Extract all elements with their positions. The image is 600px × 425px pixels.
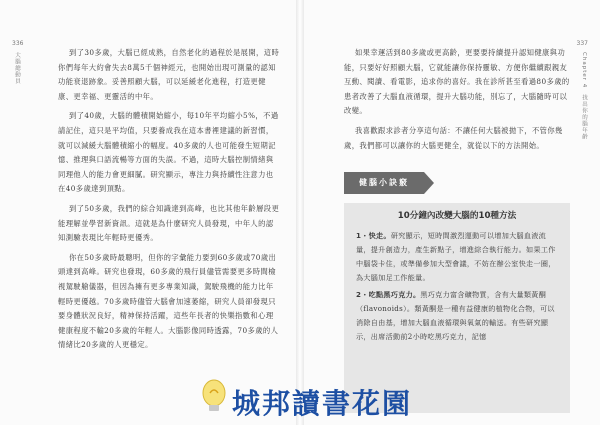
- left-paragraph-4: 你在50多歲時最聰明，但你的字彙能力要到60多歲或70歲出頭達到高峰。研究也發現，60多歲的飛行員儘管需要更多時間檢視駕駛艙儀器，但因為擁有更多專業知識，駕駛飛機的能力比年輕時更優越。70多歲時儘管大腦會加速萎縮，研究人員卻發現只要身體狀況良好，精神保持活躍，這些年長者的快樂指數和心理健康程度不輸20多歲的年輕人。大腦影像同時透露，70多歲的人情緒比20多歲的人更穩定。: [58, 252, 279, 350]
- right-page-number: 337: [576, 40, 588, 47]
- tip-text: 黑巧克力富含礦物質，含有大量類黃酮（flavonoids）。類黃酮是一種有益健康的植物化合物，可以消除自由基，增加大腦血液循環與氧氣的輸送。有些研究顯示，出席活動前2小時吃黑巧克力，記憶: [356, 290, 555, 341]
- left-paragraph-1: 到了30多歲，大腦已經成熟，自然老化的過程於是展開，這時你們每年大約會失去8萬5千個神經元，也開始出現可測量的認知功能衰退跡象。妥善照顧大腦，可以延緩老化進程，打造更健康、更幸福、更靈活的中年。: [58, 48, 280, 101]
- tip-item: [356, 229, 560, 285]
- book-gutter: [296, 0, 304, 425]
- left-page-number: 336: [12, 40, 24, 47]
- tip-box-title: 10分鐘內改變大腦的10種方法: [397, 211, 517, 221]
- tip-item: [356, 288, 560, 344]
- tip-heading: 2・吃點黑巧克力。: [356, 290, 421, 299]
- left-page: [0, 0, 296, 425]
- right-running-head: Chapter 4 找出你的腦年齡: [581, 52, 587, 141]
- right-paragraph-2: 我喜歡跟求診者分享這句話：不讓任何大腦被拋下，不管你幾歲，我們都可以讓你的大腦更健全，就從以下的方法開始。: [344, 125, 563, 150]
- tip-heading: 1・快走。: [356, 231, 391, 240]
- right-paragraph-1: 如果幸運活到80多歲或更高齡，更要要持續提升認知健康與功能，只要好好照顧大腦，它就能讓你保持靈敏、方便你繼續跟親友互動、閱讀、看電影，追求你的喜好。我在診所甚至看過80多歲的患者改善了大腦血液循環，提升大腦功能，別忘了，大腦隨時可以改變。: [344, 48, 570, 116]
- right-page: [304, 0, 600, 425]
- right-body-text: [344, 46, 570, 158]
- left-running-head: 大腦總動員: [14, 52, 20, 85]
- tip-text: 研究顯示，短時間激烈運動可以增加大腦血液流量，提升創造力，產生新點子，增進綜合執行能力。如果工作中腦袋卡住，或準備參加大型會議，不妨在辦公室快走一圈，為大腦加足工作能量。: [356, 231, 556, 282]
- left-paragraph-2: 到了40歲，大腦的體積開始縮小，每10年平均縮小5%，不過請記住，這只是平均值，只要養成我在這本書裡建議的新習慣，就可以減緩大腦體積縮小的幅度。40多歲的人也可能發生短期記憶、推理與口語流暢等方面的失誤。不過，這時大腦控制情緒與同理他人的能力會更細膩。研究顯示，專注力與持續性注意力也在40多歲達到頂點。: [58, 111, 279, 194]
- watermark-text: 城邦讀書花園: [232, 387, 413, 420]
- left-paragraph-3: 到了50多歲，我們的綜合知識達到高峰，也比其他年齡層段更能理解並學習新資訊。這就是為什麼研究人員發現，中年人的認知測驗表現比年輕時更優秀。: [58, 203, 280, 243]
- bookstore-logo-icon: [198, 377, 230, 413]
- left-body-text: [58, 46, 280, 358]
- tip-list: [356, 229, 560, 347]
- tip-badge: 健腦小訣竅: [344, 172, 424, 194]
